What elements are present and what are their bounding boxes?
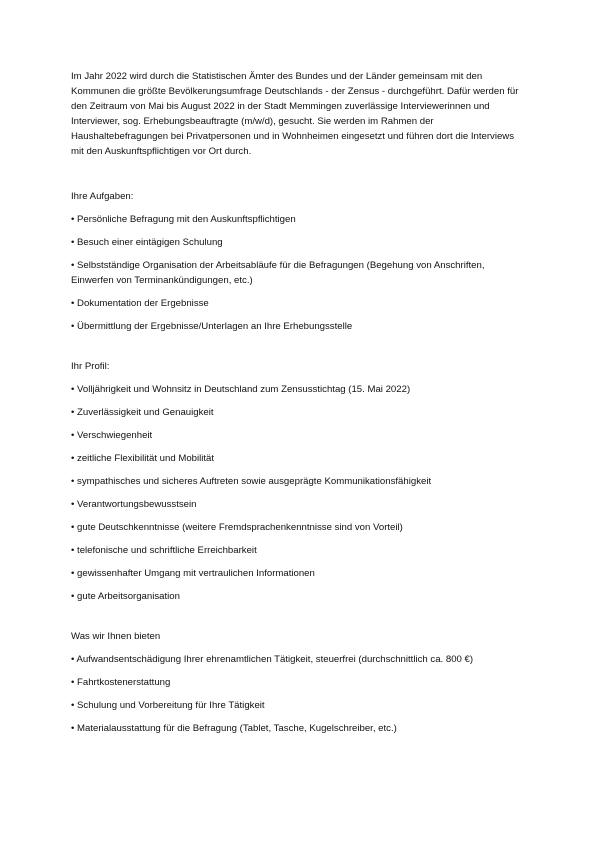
list-item: • Aufwandsentschädigung Ihrer ehrenamtlichen Tätigkeit, steuerfrei (durchschnittlich ca. 800 €) xyxy=(71,654,474,665)
list-item: • Fahrtkostenerstattung xyxy=(71,677,171,688)
profile-section xyxy=(71,359,521,604)
tasks-heading: Ihre Aufgaben: xyxy=(71,191,134,202)
list-item: • zeitliche Flexibilität und Mobilität xyxy=(71,453,215,464)
profile-heading: Ihr Profil: xyxy=(71,361,110,372)
intro-paragraph: Im Jahr 2022 wird durch die Statistischen Ämter des Bundes und der Länder gemeinsam mit den Kommunen die größte Bevölkerungsumfrage Deutschlands - der Zensus - durchgeführt. Dafür werden für den Zeitraum von Mai bis August 2022 in der Stadt Memmingen zuverlässige Interviewerinnen und Interviewer, sog. Erhebungsbeauftragte (m/w/d), gesucht. Sie werden im Rahmen der Haushaltebefragungen bei Privatpersonen und in Wohnheimen eingesetzt und führen dort die Interviews mit den Auskunftspflichtigen vor Ort durch. xyxy=(71,71,519,157)
profile-list xyxy=(71,382,521,604)
list-item: • gute Arbeitsorganisation xyxy=(71,591,180,602)
offer-heading: Was wir Ihnen bieten xyxy=(71,631,161,642)
list-item: • Materialausstattung für die Befragung (Tablet, Tasche, Kugelschreiber, etc.) xyxy=(71,723,397,734)
list-item: • Dokumentation der Ergebnisse xyxy=(71,298,209,309)
document-content xyxy=(71,69,521,736)
list-item: • Volljährigkeit und Wohnsitz in Deutschland zum Zensusstichtag (15. Mai 2022) xyxy=(71,384,411,395)
offer-list xyxy=(71,652,521,736)
list-item: • Schulung und Vorbereitung für Ihre Tätigkeit xyxy=(71,700,265,711)
list-item: • gewissenhafter Umgang mit vertraulichen Informationen xyxy=(71,568,315,579)
list-item: • Übermittlung der Ergebnisse/Unterlagen an Ihre Erhebungsstelle xyxy=(71,321,353,332)
list-item: • Verschwiegenheit xyxy=(71,430,153,441)
tasks-section xyxy=(71,189,521,334)
list-item: • Zuverlässigkeit und Genauigkeit xyxy=(71,407,214,418)
list-item: • Besuch einer eintägigen Schulung xyxy=(71,237,223,248)
tasks-list xyxy=(71,212,521,334)
list-item: • Persönliche Befragung mit den Auskunftspflichtigen xyxy=(71,214,296,225)
list-item: • Selbstständige Organisation der Arbeitsabläufe für die Befragungen (Begehung von Anschriften, Einwerfen von Terminankündigungen, etc.) xyxy=(71,260,485,286)
list-item: • gute Deutschkenntnisse (weitere Fremdsprachenkenntnisse sind von Vorteil) xyxy=(71,522,403,533)
list-item: • telefonische und schriftliche Erreichbarkeit xyxy=(71,545,257,556)
offer-section xyxy=(71,629,521,736)
list-item: • sympathisches und sicheres Auftreten sowie ausgeprägte Kommunikationsfähigkeit xyxy=(71,476,432,487)
list-item: • Verantwortungsbewusstsein xyxy=(71,499,197,510)
